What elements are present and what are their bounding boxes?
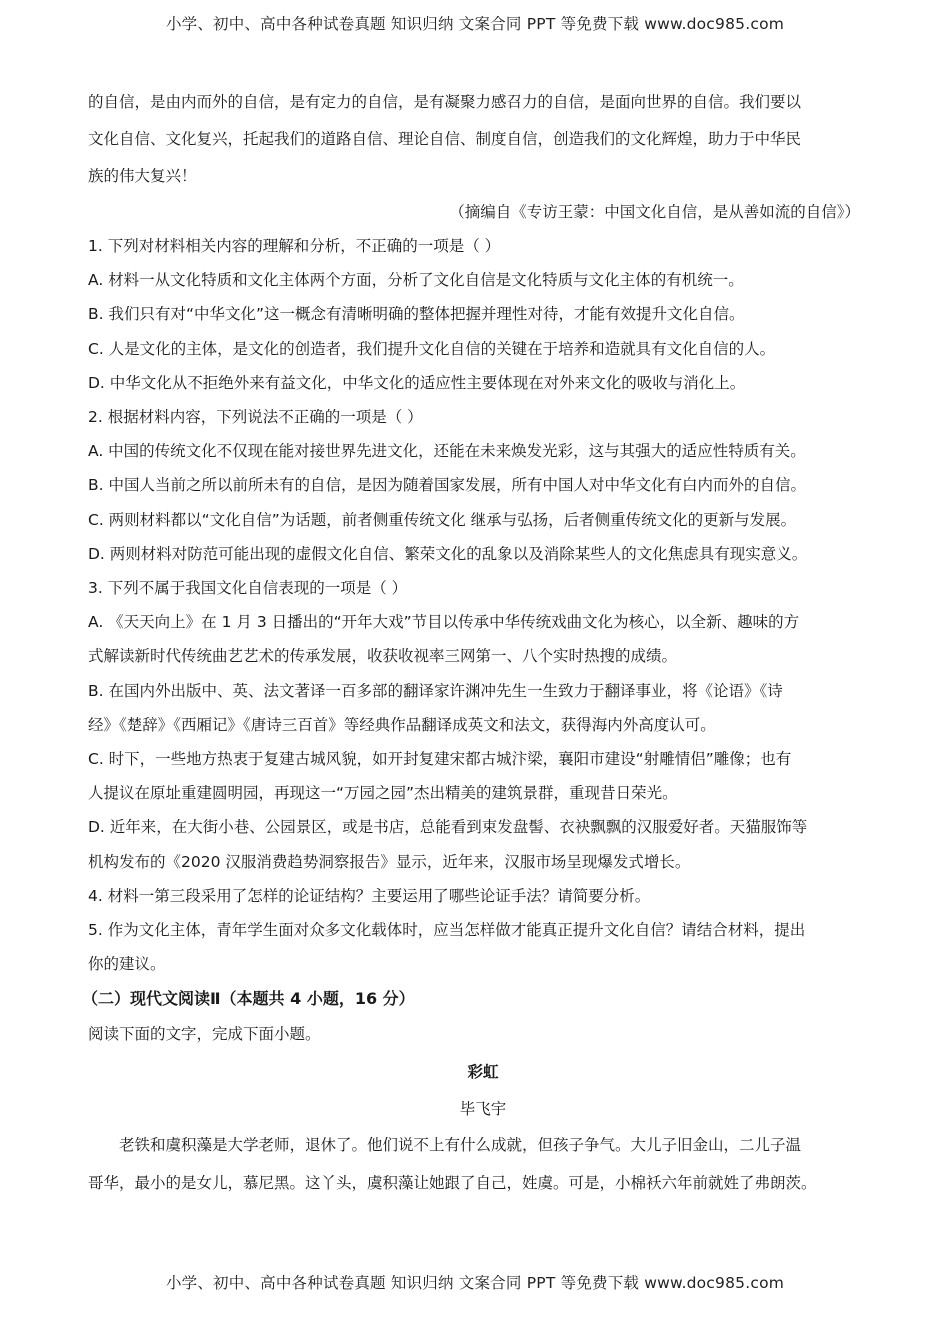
question-5: 5. 作为文化主体，青年学生面对众多文化载体时，应当怎样做才能真正提升文化自信？请结合材料，提出 [88,921,806,940]
option-line: D. 中华文化从不拒绝外来有益文化，中华文化的适应性主要体现在对外来文化的吸收与消化上。 [88,373,746,392]
option-line: C. 时下，一些地方热衷于复建古城风貌，如开封复建宋都古城汴梁，襄阳市建设“射雕情侣”雕像；也有 [88,750,792,769]
option-line: A. 《天天向上》在 1 月 3 日播出的“开年大戏”节目以传承中华传统戏曲文化为核心，以全新、趣味的方 [88,613,800,632]
question-1: 1. 下列对材料相关内容的理解和分析，不正确的一项是（ ） [88,237,501,255]
option-line: A. 中国的传统文化不仅现在能对接世界先进文化，还能在未来焕发光彩，这与其强大的适应性特质有关。 [88,442,806,461]
option-line: 人提议在原址重建圆明园，再现这一“万园之园”杰出精美的建筑景群，重现昔日荣光。 [88,784,678,803]
page-content [82,84,878,1202]
option-line: C. 两则材料都以“文化自信”为话题，前者侧重传统文化 继承与弘扬，后者侧重传统文化的更新与发展。 [88,510,797,529]
option-line: 经》《楚辞》《西厢记》《唐诗三百首》等经典作品翻译成英文和法文，获得海内外高度认可。 [88,715,716,734]
header-banner: 小学、初中、高中各种试卷真题 知识归纳 文案合同 PPT 等免费下载 www.doc985.com [165,15,785,33]
story-author: 毕飞宇 [459,1099,507,1118]
section-instruction: 阅读下面的文字，完成下面小题。 [88,1025,321,1044]
passage-source: （摘编自《专访王蒙：中国文化自信，是从善如流的自信》） [449,203,860,221]
story-title: 彩虹 [467,1061,499,1081]
option-line: 机构发布的《2020 汉服消费趋势洞察报告》显示，近年来，汉服市场呈现爆发式增长。 [88,852,691,871]
option-line: B. 在国内外出版中、英、法文著译一百多部的翻译家许渊冲先生一生致力于翻译事业，将《论语》《诗 [88,681,783,700]
question-5-continued: 你的建议。 [88,955,166,974]
question-3: 3. 下列不属于我国文化自信表现的一项是（ ） [88,579,408,598]
section-heading: （二）现代文阅读Ⅱ（本题共 4 小题，16 分） [82,989,415,1009]
option-line: B. 我们只有对“中华文化”这一概念有清晰明确的整体把握并理性对待，才能有效提升文化自信。 [88,305,745,324]
section-2 [82,981,878,1201]
footer-banner: 小学、初中、高中各种试卷真题 知识归纳 文案合同 PPT 等免费下载 www.doc985.com [165,1274,785,1292]
story-line: 哥华，最小的是女儿，慕尼黑。这丫头，虞积藻让她跟了自己，姓虞。可是，小棉袄六年前就姓了弗朗茨。 [88,1173,817,1192]
story-line: 老铁和虞积藻是大学老师，退休了。他们说不上有什么成就，但孩子争气。大儿子旧金山，二儿子温 [119,1135,802,1154]
question-4: 4. 材料一第三段采用了怎样的论证结构？主要运用了哪些论证手法？请简要分析。 [88,886,651,905]
passage [88,84,878,229]
option-line: D. 近年来，在大街小巷、公园景区，或是书店，总能看到束发盘髻、衣袂飘飘的汉服爱好者。天猫服饰等 [88,818,808,837]
question-list [88,229,878,981]
option-line: D. 两则材料对防范可能出现的虚假文化自信、繁荣文化的乱象以及消除某些人的文化焦虑具有现实意义。 [88,544,808,563]
question-2: 2. 根据材料内容，下列说法不正确的一项是（ ） [88,408,423,427]
option-line: C. 人是文化的主体，是文化的创造者，我们提升文化自信的关键在于培养和造就具有文化自信的人。 [88,339,776,358]
option-line: 式解读新时代传统曲艺艺术的传承发展，收获收视率三网第一、八个实时热搜的成绩。 [88,647,678,666]
passage-line: 族的伟大复兴！ [88,167,197,185]
option-line: A. 材料一从文化特质和文化主体两个方面，分析了文化自信是文化特质与文化主体的有机统一。 [88,271,744,290]
passage-line: 文化自信、文化复兴，托起我们的道路自信、理论自信、制度自信，创造我们的文化辉煌，助力于中华民 [88,130,802,148]
option-line: B. 中国人当前之所以前所未有的自信，是因为随着国家发展，所有中国人对中华文化有白内而外的自信。 [88,476,806,495]
passage-line: 的自信，是由内而外的自信，是有定力的自信，是有凝聚力感召力的自信，是面向世界的自信。我们要以 [88,93,802,111]
